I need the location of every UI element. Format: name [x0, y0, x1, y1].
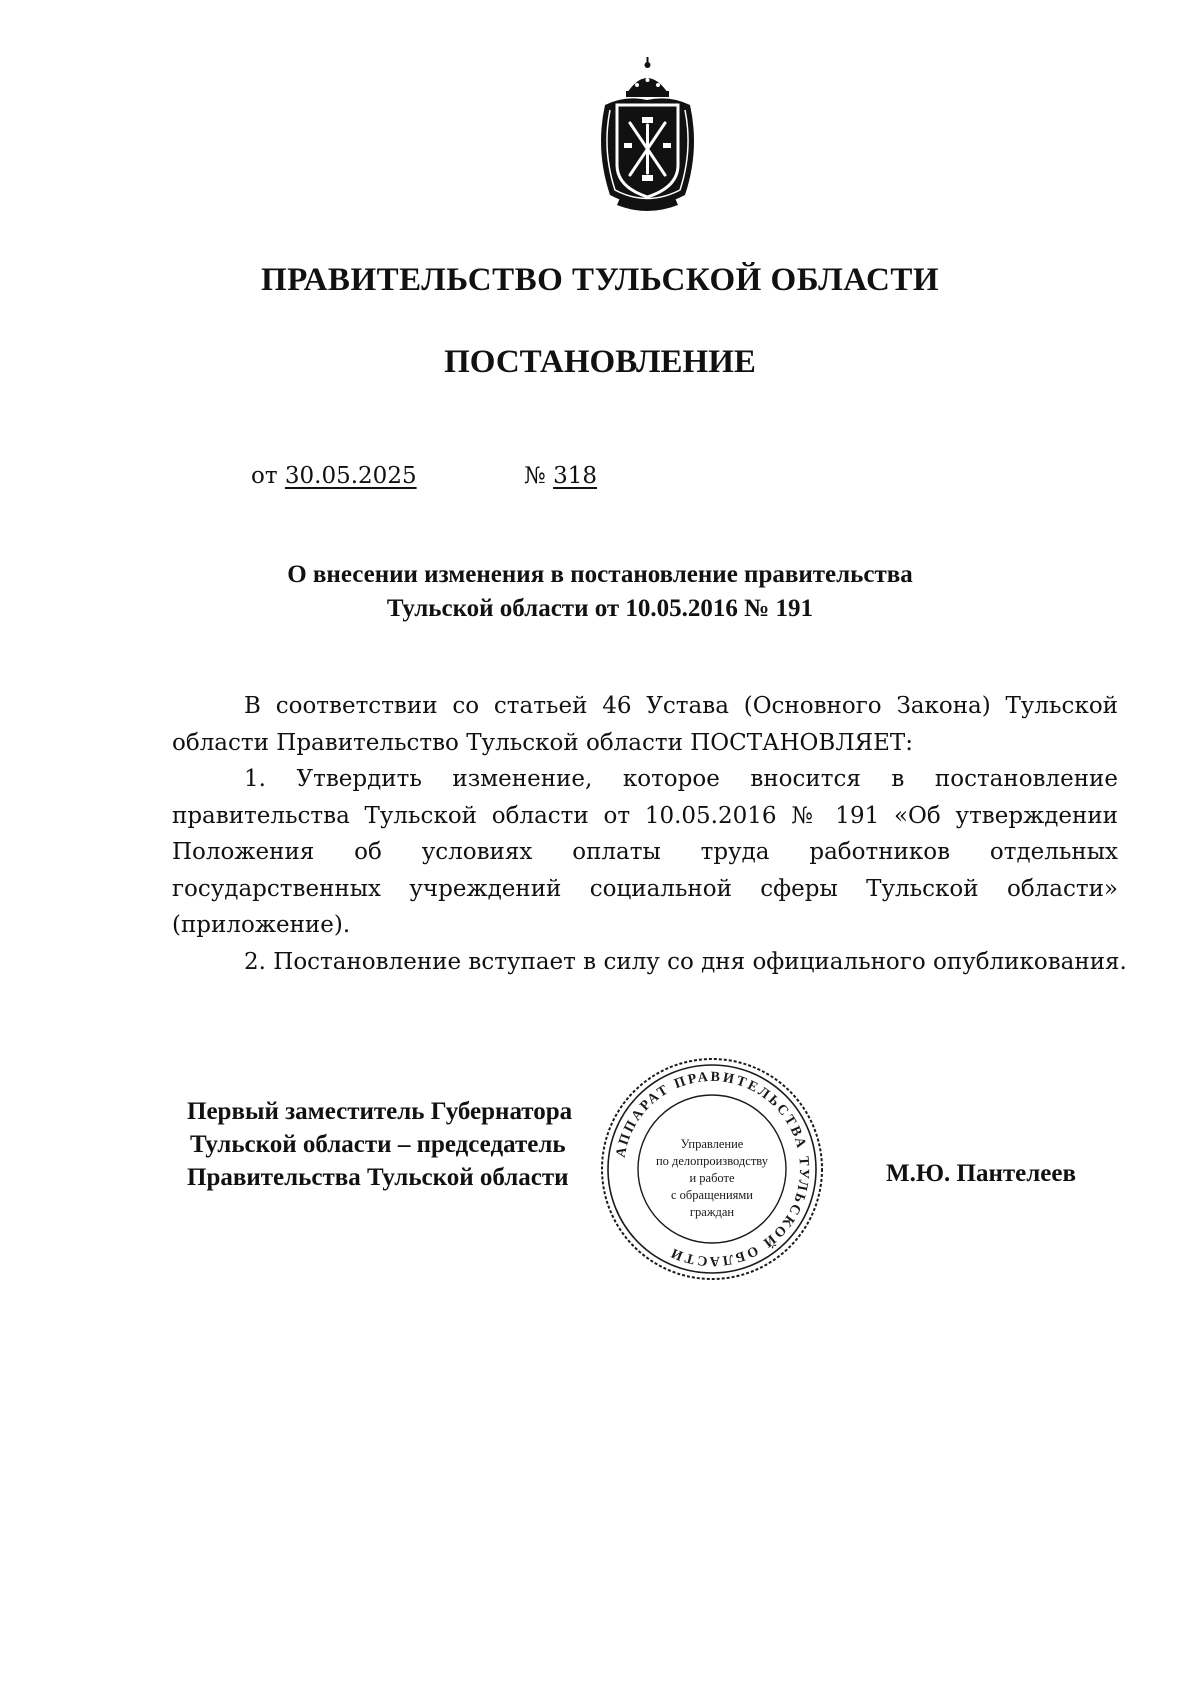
- body-line: государственных учреждений социальной сферы Тульской области»: [172, 875, 1118, 902]
- government-title: ПРАВИТЕЛЬСТВО ТУЛЬСКОЙ ОБЛАСТИ: [261, 262, 939, 298]
- body-line: правительства Тульской области от 10.05.2016 № 191 «Об утверждении: [172, 802, 1118, 829]
- body-line: области Правительство Тульской области ПОСТАНОВЛЯЕТ:: [172, 729, 913, 756]
- position-line: Первый заместитель Губернатора: [187, 1098, 573, 1125]
- body-line: (приложение).: [172, 912, 351, 938]
- official-stamp: [598, 1055, 826, 1283]
- document-number: [524, 463, 597, 489]
- stamp-center-line: граждан: [689, 1205, 735, 1219]
- date-value: 30.05.2025: [284, 463, 417, 489]
- stamp-center-line: по делопроизводству: [655, 1154, 769, 1168]
- document-body: [172, 688, 1127, 980]
- body-line: 2. Постановление вступает в силу со дня официального опубликования.: [244, 948, 1127, 975]
- body-line: Положения об условиях оплаты труда работников отдельных: [172, 839, 1118, 865]
- subject-line: О внесении изменения в постановление правительства: [287, 561, 913, 588]
- signatory-position: [187, 1095, 572, 1194]
- number-value: 318: [553, 463, 597, 489]
- signatory-name: М.Ю. Пантелеев: [886, 1160, 1076, 1187]
- position-line: Правительства Тульской области: [187, 1164, 569, 1191]
- date-prefix: от: [251, 463, 278, 489]
- body-line: 1. Утвердить изменение, которое вносится в постановление: [244, 766, 1118, 792]
- position-line: Тульской области – председатель: [190, 1131, 566, 1158]
- subject-line: Тульской области от 10.05.2016 № 191: [386, 595, 814, 622]
- stamp-center-line: с обращениями: [671, 1188, 753, 1202]
- document-subject: [0, 558, 1200, 626]
- body-line: В соответствии со статьей 46 Устава (Основного Закона) Тульской: [244, 693, 1118, 719]
- stamp-center-line: и работе: [689, 1171, 735, 1185]
- document-type: ПОСТАНОВЛЕНИЕ: [444, 344, 756, 380]
- svg-text:АППАРАТ ПРАВИТЕЛЬСТВА ТУЛЬСКОЙ: АППАРАТ ПРАВИТЕЛЬСТВА ТУЛЬСКОЙ ОБЛАСТИ: [613, 1069, 812, 1269]
- document-date: [251, 463, 417, 489]
- number-prefix: №: [524, 463, 546, 489]
- tula-coat-of-arms-icon: [590, 55, 705, 215]
- stamp-center-line: Управление: [680, 1137, 744, 1151]
